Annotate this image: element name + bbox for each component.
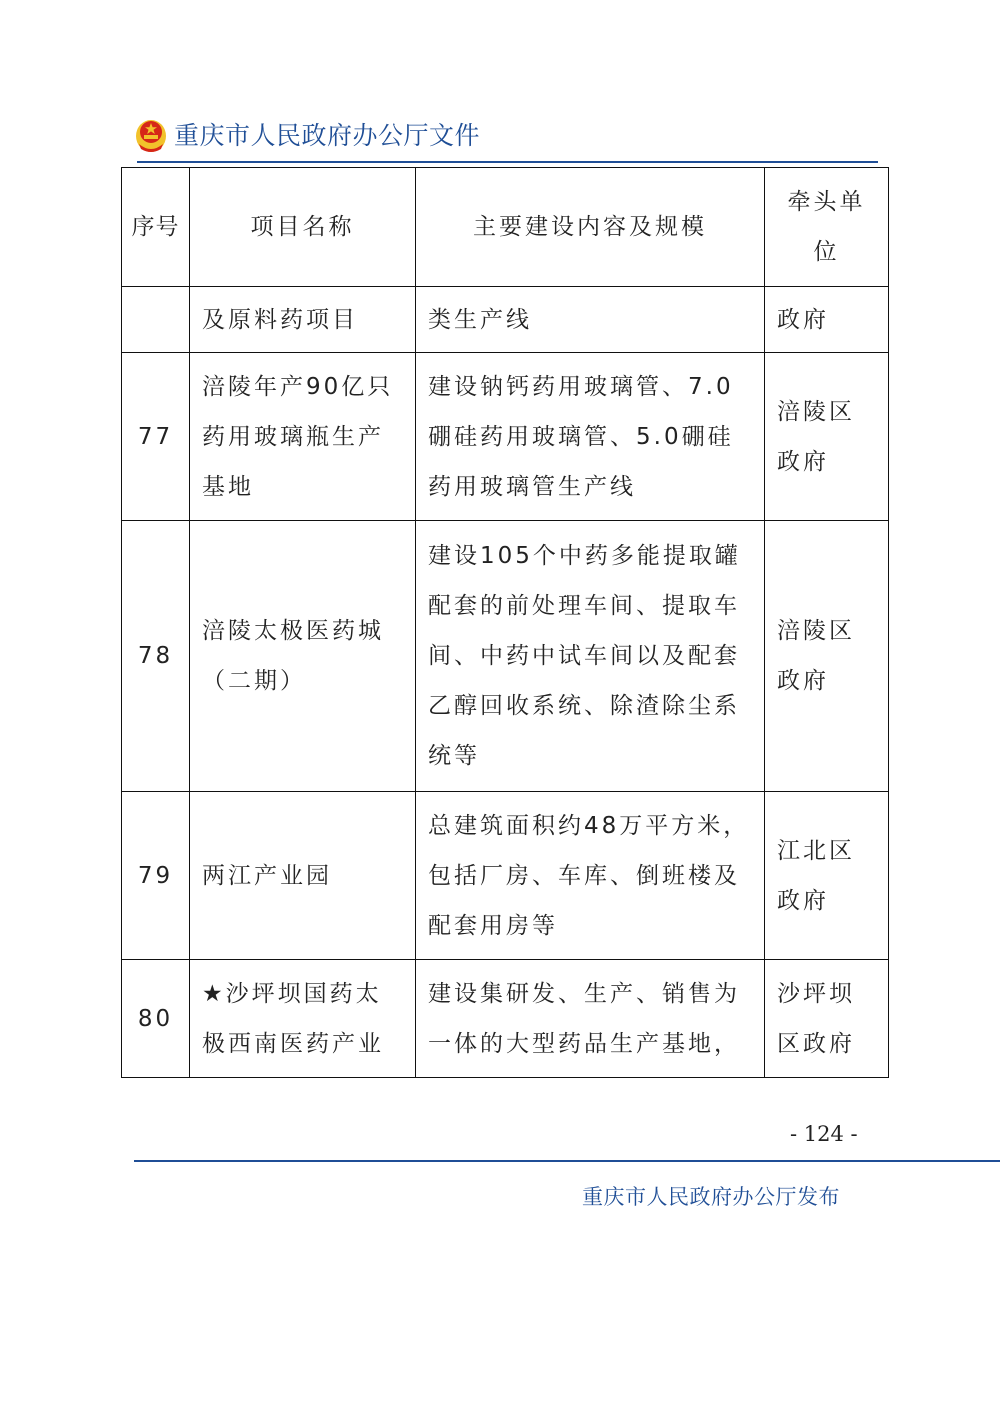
row-lead-line: 沙坪坝 [777,980,855,1007]
header-no: 序号 [122,168,190,287]
row-lead-line: 政府 [777,448,829,475]
document-header [134,112,480,156]
row-content: 建设105个中药多能提取罐配套的前处理车间、提取车间、中药中试车间以及配套乙醇回收系统、除渣除尘系统等 [416,521,765,792]
page-number: - 124 - [790,1122,858,1146]
table-header-row [122,168,889,287]
row-lead-line: 江北区 [777,837,855,864]
header-title: 重庆市人民政府办公厅文件 [174,121,481,150]
row-lead [765,792,889,960]
header-lead [765,168,889,287]
row-name: 涪陵年产90亿只药用玻璃瓶生产基地 [190,353,416,521]
row-lead-line: 政府 [777,668,829,694]
project-table [121,167,889,1078]
row-lead [765,521,889,792]
table-row [122,521,889,792]
row-content: 类生产线 [416,287,765,353]
row-no: 77 [122,353,190,521]
national-emblem-icon [134,114,168,154]
row-name: 两江产业园 [190,792,416,960]
header-lead-line1: 牵头单 [787,189,866,215]
row-lead [765,287,889,353]
row-no: 80 [122,960,190,1078]
row-no: 79 [122,792,190,960]
row-name: 及原料药项目 [190,287,416,353]
row-content: 建设集研发、生产、销售为一体的大型药品生产基地， [416,960,765,1078]
header-lead-line2: 位 [813,239,840,265]
header-name: 项目名称 [190,168,416,287]
table-row [122,960,889,1078]
row-no: 78 [122,521,190,792]
row-name: ★沙坪坝国药太极西南医药产业 [190,960,416,1078]
row-lead-line: 政府 [777,306,829,333]
footer-divider [134,1160,1000,1162]
table-row [122,792,889,960]
footer-publisher: 重庆市人民政府办公厅发布 [582,1185,840,1209]
row-lead-line: 政府 [777,887,829,914]
row-lead [765,960,889,1078]
row-no [122,287,190,353]
row-content: 总建筑面积约48万平方米，包括厂房、车库、倒班楼及配套用房等 [416,792,765,960]
row-content: 建设钠钙药用玻璃管、7.0硼硅药用玻璃管、5.0硼硅药用玻璃管生产线 [416,353,765,521]
row-lead-line: 涪陵区 [777,618,855,644]
table-row [122,287,889,353]
table-row [122,353,889,521]
row-lead-line: 涪陵区 [777,398,855,425]
row-lead [765,353,889,521]
header-divider [137,161,878,163]
row-lead-line: 区政府 [777,1030,855,1057]
header-content: 主要建设内容及规模 [416,168,765,287]
row-name: 涪陵太极医药城（二期） [190,521,416,792]
